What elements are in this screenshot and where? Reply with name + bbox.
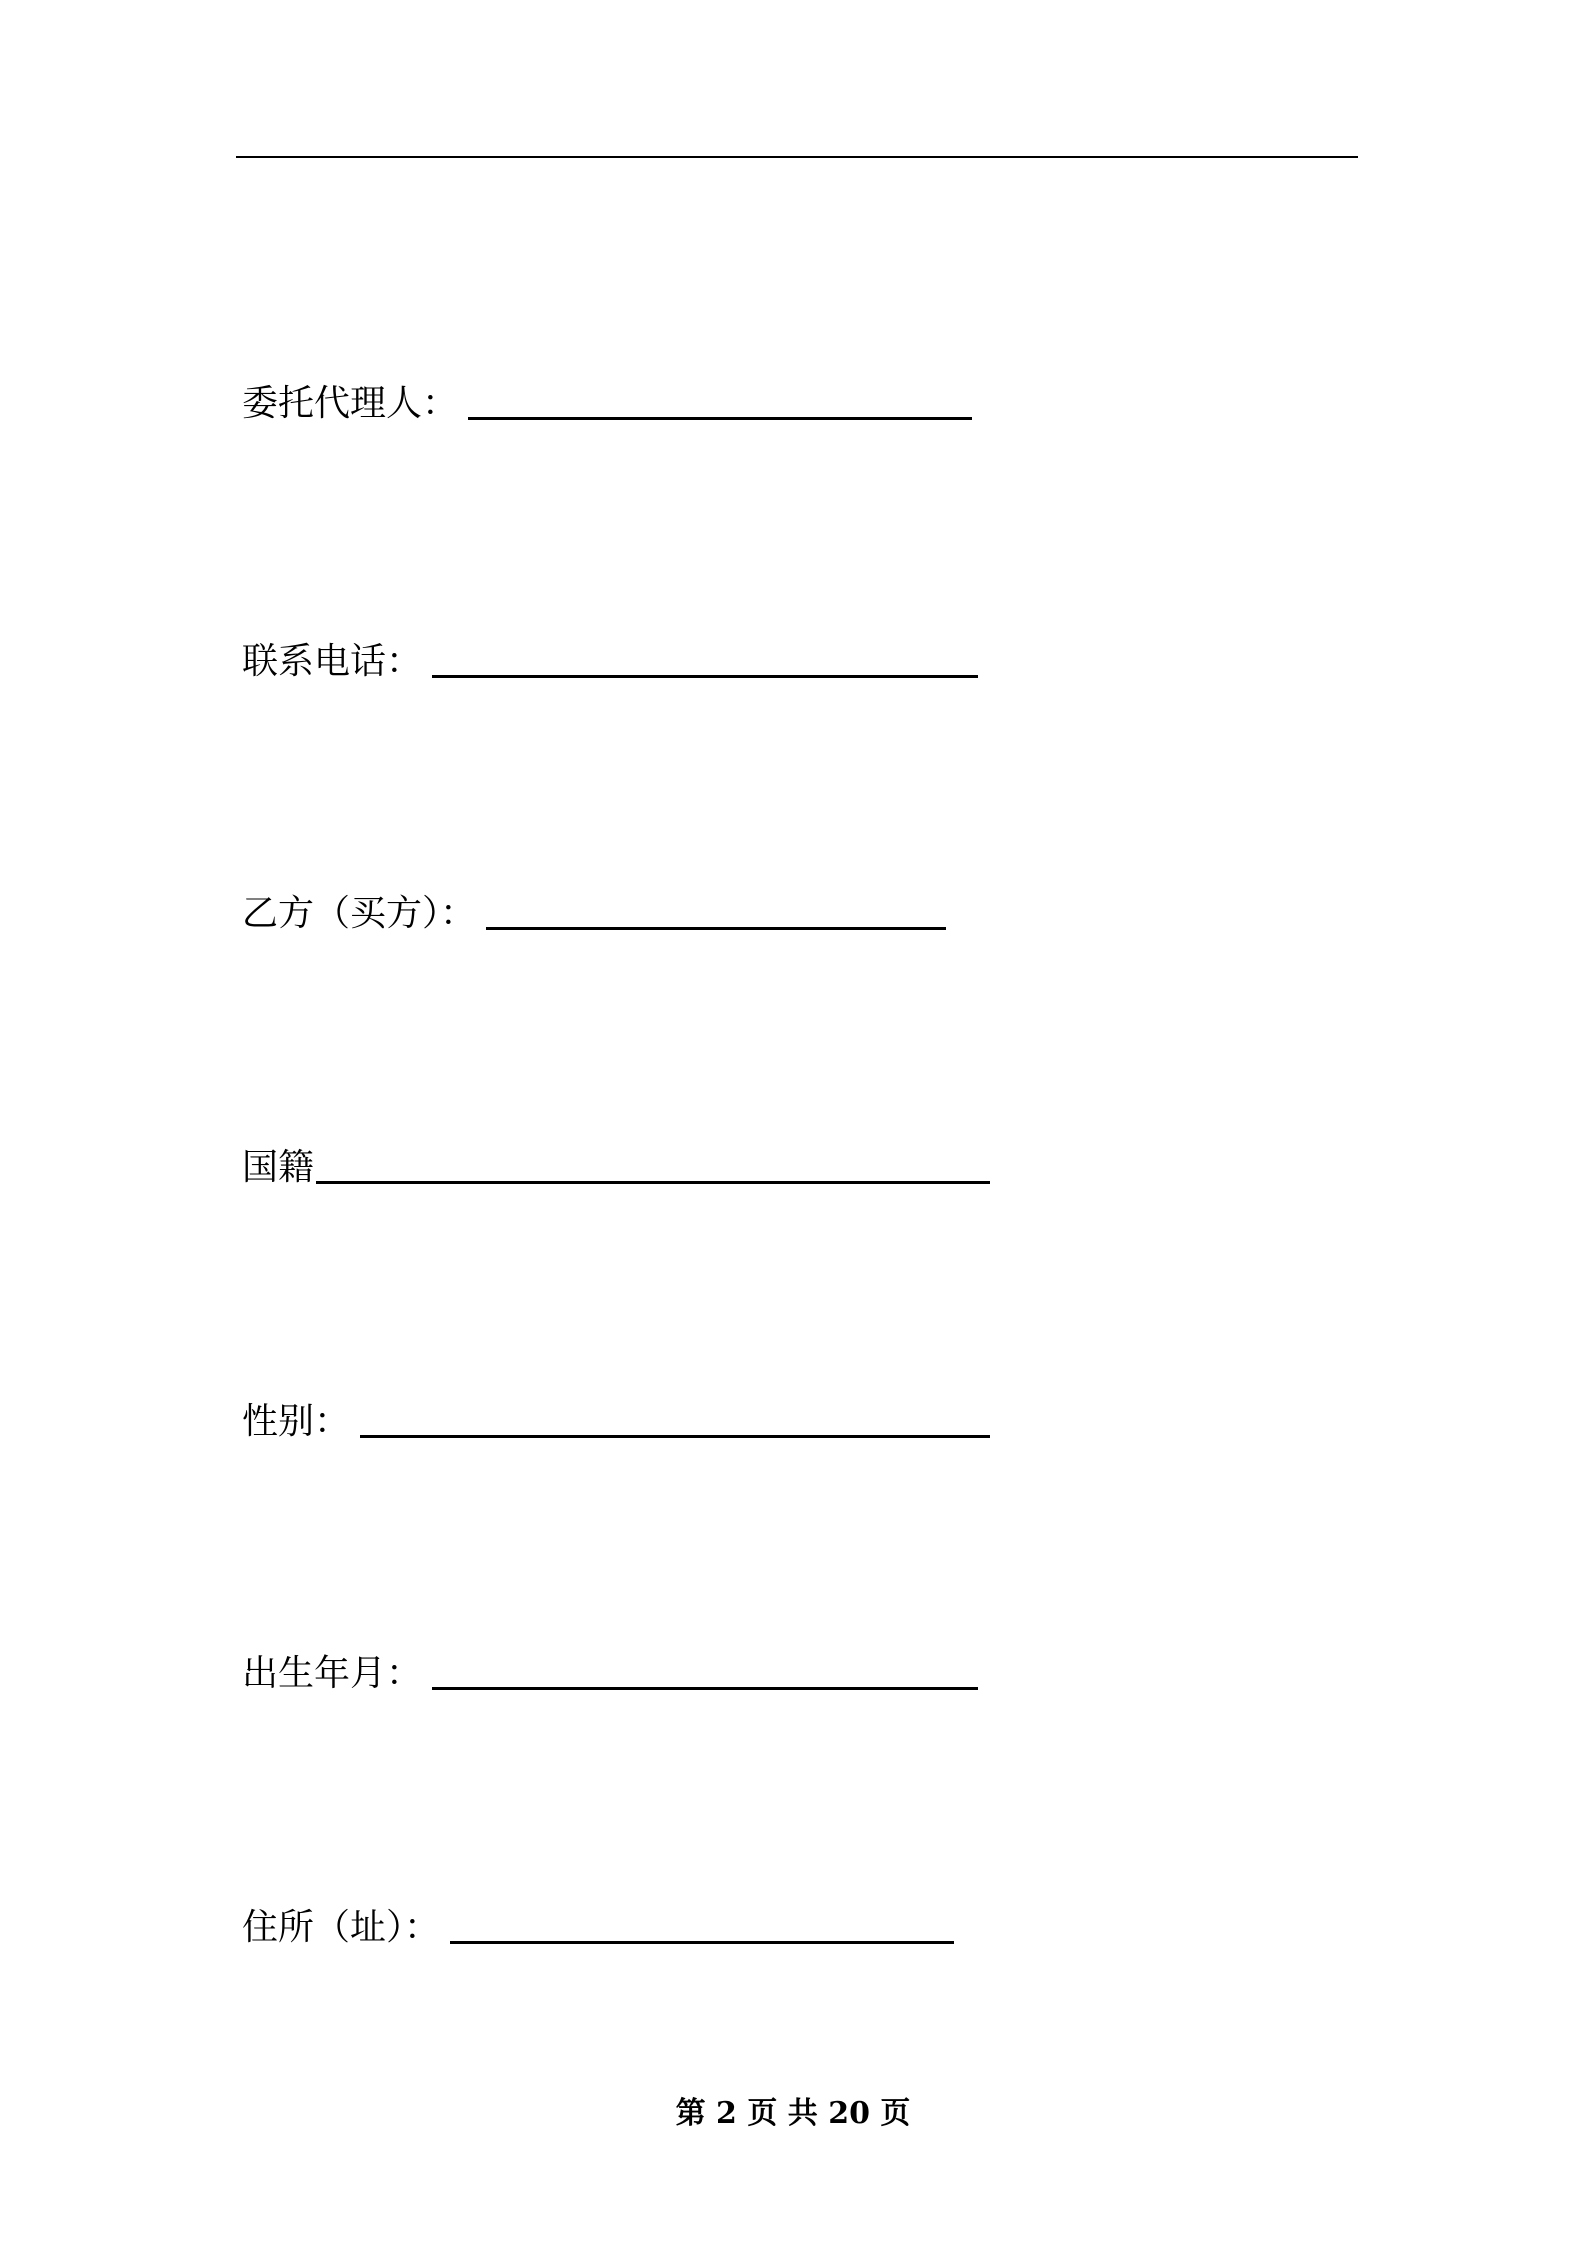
field-address [242,1890,954,1950]
field-label: 性别： [242,1401,351,1442]
field-label: 联系电话： [242,641,423,682]
field-phone [242,624,978,684]
field-party-b [242,876,946,936]
fill-blank-line[interactable] [450,1901,954,1944]
fill-blank-line[interactable] [468,377,972,420]
field-label: 出生年月： [242,1653,423,1694]
fill-blank-line[interactable] [360,1395,990,1438]
fill-blank-line[interactable] [432,1647,978,1690]
field-label: 乙方（买方）： [242,893,477,934]
field-label: 国籍 [242,1147,315,1188]
page-indicator: 第 2 页 共 20 页 [675,2096,911,2131]
fill-blank-line[interactable] [432,635,978,678]
fill-blank-line[interactable] [486,887,946,930]
field-agent [242,366,972,426]
header-divider [236,156,1358,158]
field-gender [242,1384,990,1444]
field-label: 委托代理人： [242,383,459,424]
field-label: 住所（址）： [242,1907,441,1948]
field-birth-date [242,1636,978,1696]
field-nationality [242,1130,990,1190]
fill-blank-line[interactable] [316,1141,990,1184]
